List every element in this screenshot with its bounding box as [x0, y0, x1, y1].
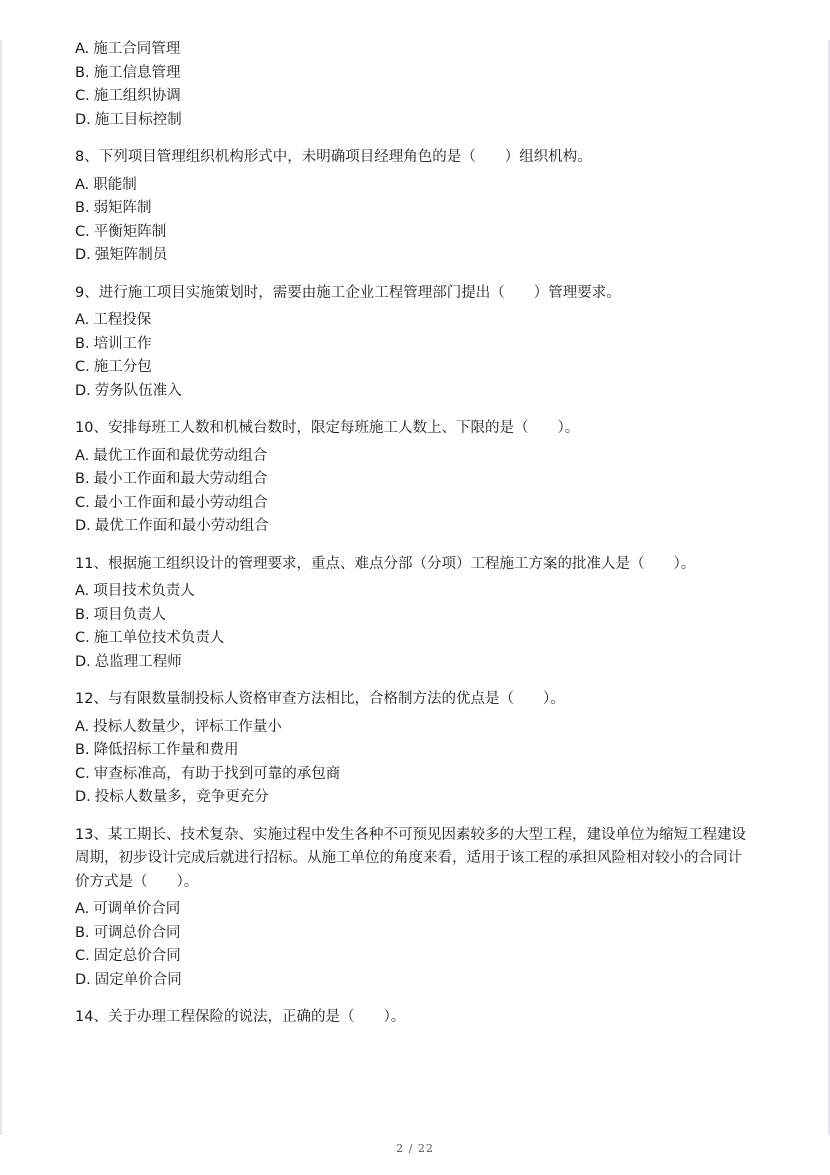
option-text: 施工合同管理 — [93, 41, 181, 57]
option-text: 职能制 — [93, 176, 137, 193]
option-item — [75, 174, 755, 198]
option-letter: D. — [75, 971, 91, 988]
option-letter: B. — [75, 471, 90, 487]
option-text: 施工信息管理 — [93, 64, 181, 81]
question-text: 12、与有限数量制投标人资格审查方法相比，合格制方法的优点是（ ）。 — [75, 691, 565, 707]
question-text: 10、安排每班工人数和机械台数时，限定每班施工人数上、下限的是（ ）。 — [75, 420, 580, 436]
option-text: 施工组织协调 — [93, 88, 181, 104]
option-item — [75, 62, 755, 86]
option-letter: A. — [75, 901, 90, 917]
option-letter: C. — [75, 359, 90, 375]
option-item — [75, 969, 755, 993]
page-indicator: 2 / 22 — [396, 1142, 434, 1155]
page-border-left — [0, 40, 2, 1135]
option-letter: B. — [75, 606, 90, 623]
option-letter: D. — [75, 518, 91, 534]
option-text: 投标人数量多，竞争更充分 — [94, 789, 269, 805]
question-block-11 — [75, 553, 755, 675]
option-letter: D. — [75, 653, 91, 670]
option-item — [75, 109, 755, 133]
option-item — [75, 221, 755, 245]
option-text: 总监理工程师 — [94, 653, 182, 670]
option-letter: A. — [75, 176, 90, 193]
option-text: 最小工作面和最大劳动组合 — [93, 471, 268, 487]
option-letter: C. — [75, 765, 90, 782]
option-letter: B. — [75, 200, 90, 216]
option-letter: D. — [75, 382, 91, 399]
option-letter: C. — [75, 88, 90, 104]
option-text: 施工分包 — [93, 359, 152, 375]
option-text: 培训工作 — [93, 335, 152, 352]
option-text: 最小工作面和最小劳动组合 — [93, 494, 268, 511]
option-item — [75, 739, 755, 763]
option-text: 降低招标工作量和费用 — [93, 742, 239, 758]
option-text: 固定总价合同 — [93, 948, 181, 964]
option-text: 最优工作面和最优劳动组合 — [93, 447, 268, 464]
option-text: 可调单价合同 — [93, 901, 181, 917]
option-letter: C. — [75, 494, 90, 511]
question-text: 14、关于办理工程保险的说法，正确的是（ ）。 — [75, 1009, 406, 1025]
option-item — [75, 468, 755, 492]
option-letter: B. — [75, 924, 90, 941]
option-letter: B. — [75, 742, 90, 758]
option-letter: B. — [75, 64, 90, 81]
option-text: 弱矩阵制 — [93, 200, 152, 216]
question-text: 13、某工期长、技术复杂、实施过程中发生各种不可预见因素较多的大型工程，建设单位为缩短工程建设周期，初步设计完成后就进行招标。从施工单位的角度来看，适用于该工程的承担风险相对较小的合同计价方式是（ ）。 — [75, 826, 746, 890]
option-text: 项目技术负责人 — [93, 583, 195, 599]
option-text: 平衡矩阵制 — [93, 223, 167, 240]
question-block-10 — [75, 417, 755, 539]
carryover-options — [75, 38, 755, 132]
question-block-13 — [75, 824, 755, 993]
question-text: 8、下列项目管理组织机构形式中，未明确项目经理角色的是（ ）组织机构。 — [75, 149, 592, 165]
question-block-12 — [75, 688, 755, 810]
document-page-content — [75, 38, 755, 1034]
option-letter: A. — [75, 447, 90, 464]
question-text: 11、根据施工组织设计的管理要求，重点、难点分部（分项）工程施工方案的批准人是（ ）。 — [75, 555, 696, 572]
option-item — [75, 244, 755, 268]
option-item — [75, 445, 755, 469]
option-letter: B. — [75, 335, 90, 352]
question-block-9 — [75, 282, 755, 404]
option-text: 最优工作面和最小劳动组合 — [94, 518, 269, 534]
option-letter: C. — [75, 948, 90, 964]
question-block-8 — [75, 146, 755, 268]
option-letter: A. — [75, 312, 90, 328]
option-text: 强矩阵制员 — [94, 247, 168, 263]
option-text: 劳务队伍准入 — [94, 382, 182, 399]
option-item — [75, 38, 755, 62]
option-item — [75, 604, 755, 628]
option-item — [75, 197, 755, 221]
option-item — [75, 716, 755, 740]
option-item — [75, 763, 755, 787]
option-text: 投标人数量少，评标工作量小 — [93, 718, 282, 735]
option-letter: A. — [75, 583, 90, 599]
option-item — [75, 922, 755, 946]
question-text: 9、进行施工项目实施策划时，需要由施工企业工程管理部门提出（ ）管理要求。 — [75, 284, 621, 301]
option-letter: A. — [75, 718, 90, 735]
option-letter: D. — [75, 789, 91, 805]
option-text: 项目负责人 — [93, 606, 167, 623]
option-letter: A. — [75, 41, 90, 57]
option-item — [75, 786, 755, 810]
option-text: 施工目标控制 — [94, 111, 182, 128]
option-item — [75, 898, 755, 922]
question-block-14 — [75, 1006, 755, 1030]
option-letter: C. — [75, 223, 90, 240]
option-letter: D. — [75, 111, 91, 128]
option-item — [75, 945, 755, 969]
option-item — [75, 309, 755, 333]
option-item — [75, 580, 755, 604]
option-item — [75, 85, 755, 109]
option-text: 可调总价合同 — [93, 924, 181, 941]
option-letter: C. — [75, 630, 90, 646]
option-item — [75, 627, 755, 651]
option-text: 工程投保 — [93, 312, 152, 328]
option-item — [75, 515, 755, 539]
option-letter: D. — [75, 247, 91, 263]
option-item — [75, 333, 755, 357]
option-item — [75, 651, 755, 675]
option-item — [75, 380, 755, 404]
option-item — [75, 356, 755, 380]
option-text: 施工单位技术负责人 — [93, 630, 225, 646]
option-text: 固定单价合同 — [94, 971, 182, 988]
option-item — [75, 492, 755, 516]
option-text: 审查标准高，有助于找到可靠的承包商 — [93, 765, 341, 782]
